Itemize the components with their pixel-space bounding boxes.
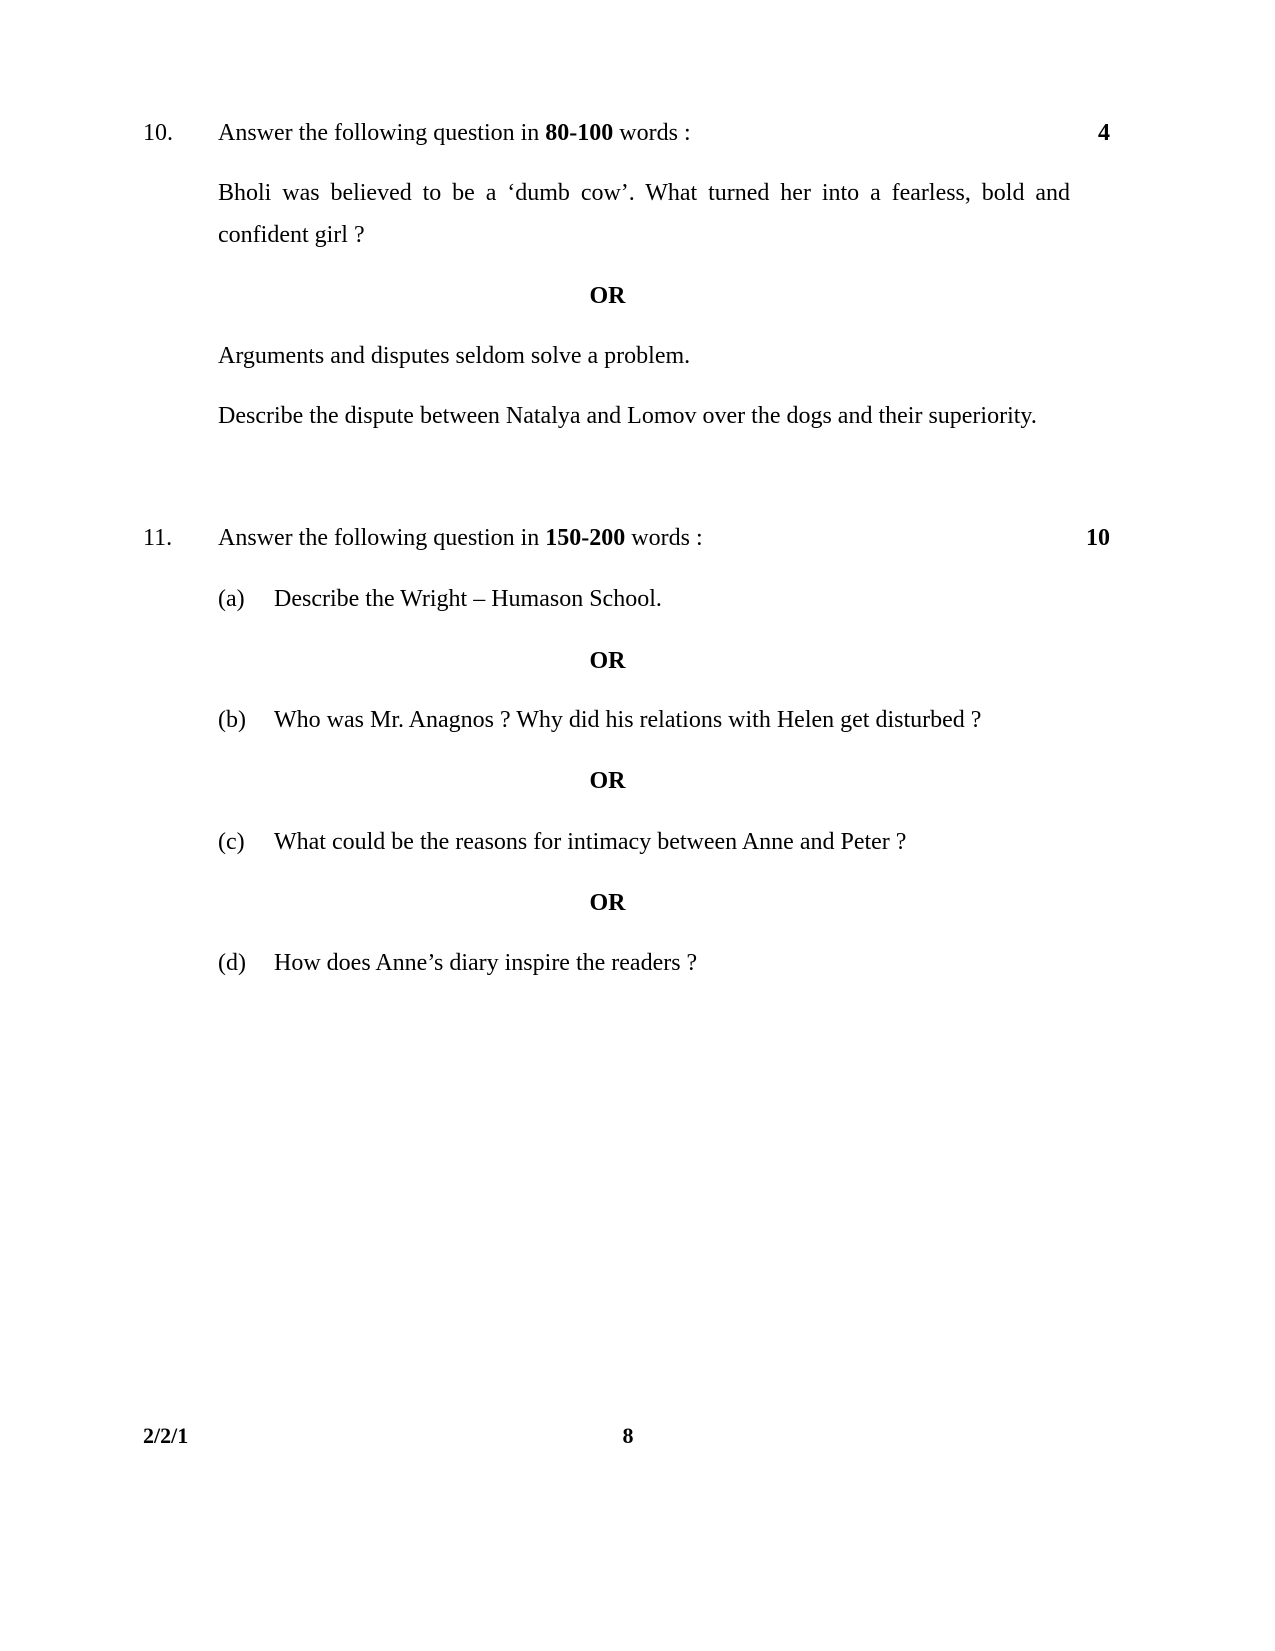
or-divider: OR (589, 648, 626, 674)
option-d-text: How does Anne’s diary inspire the readers ? (274, 950, 698, 976)
question-10-number: 10. (143, 120, 173, 146)
instruction-text: Answer the following question in (218, 525, 546, 551)
question-10-paragraph-2: Arguments and disputes seldom solve a problem. (218, 343, 691, 369)
or-divider: OR (589, 890, 626, 916)
question-10-paragraph-1-line-1: Bholi was believed to be a ‘dumb cow’. What turned her into a fearless, bold and (218, 180, 1070, 206)
option-b-text: Who was Mr. Anagnos ? Why did his relations with Helen get disturbed ? (274, 707, 982, 733)
question-11-marks: 10 (1086, 525, 1110, 551)
paper-code: 2/2/1 (143, 1423, 189, 1448)
question-11-instruction (218, 526, 703, 550)
question-11-number: 11. (143, 525, 173, 551)
or-divider: OR (589, 283, 626, 309)
option-a-label: (a) (218, 586, 245, 612)
option-d-label: (d) (218, 950, 246, 976)
option-c-text: What could be the reasons for intimacy between Anne and Peter ? (274, 829, 907, 855)
question-10-instruction (218, 121, 691, 145)
instruction-suffix: words : (613, 120, 691, 146)
question-10-marks: 4 (1098, 120, 1110, 146)
option-b-label: (b) (218, 707, 246, 733)
page-number: 8 (622, 1423, 634, 1448)
or-divider: OR (589, 768, 626, 794)
option-a-text: Describe the Wright – Humason School. (274, 586, 662, 612)
question-10-paragraph-1-line-2: confident girl ? (218, 222, 365, 248)
instruction-suffix: words : (625, 525, 703, 551)
option-c-label: (c) (218, 829, 245, 855)
question-10-paragraph-3: Describe the dispute between Natalya and Lomov over the dogs and their superiority. (218, 403, 1037, 429)
word-limit: 150-200 (545, 525, 626, 551)
word-limit: 80-100 (545, 120, 614, 146)
instruction-text: Answer the following question in (218, 120, 546, 146)
